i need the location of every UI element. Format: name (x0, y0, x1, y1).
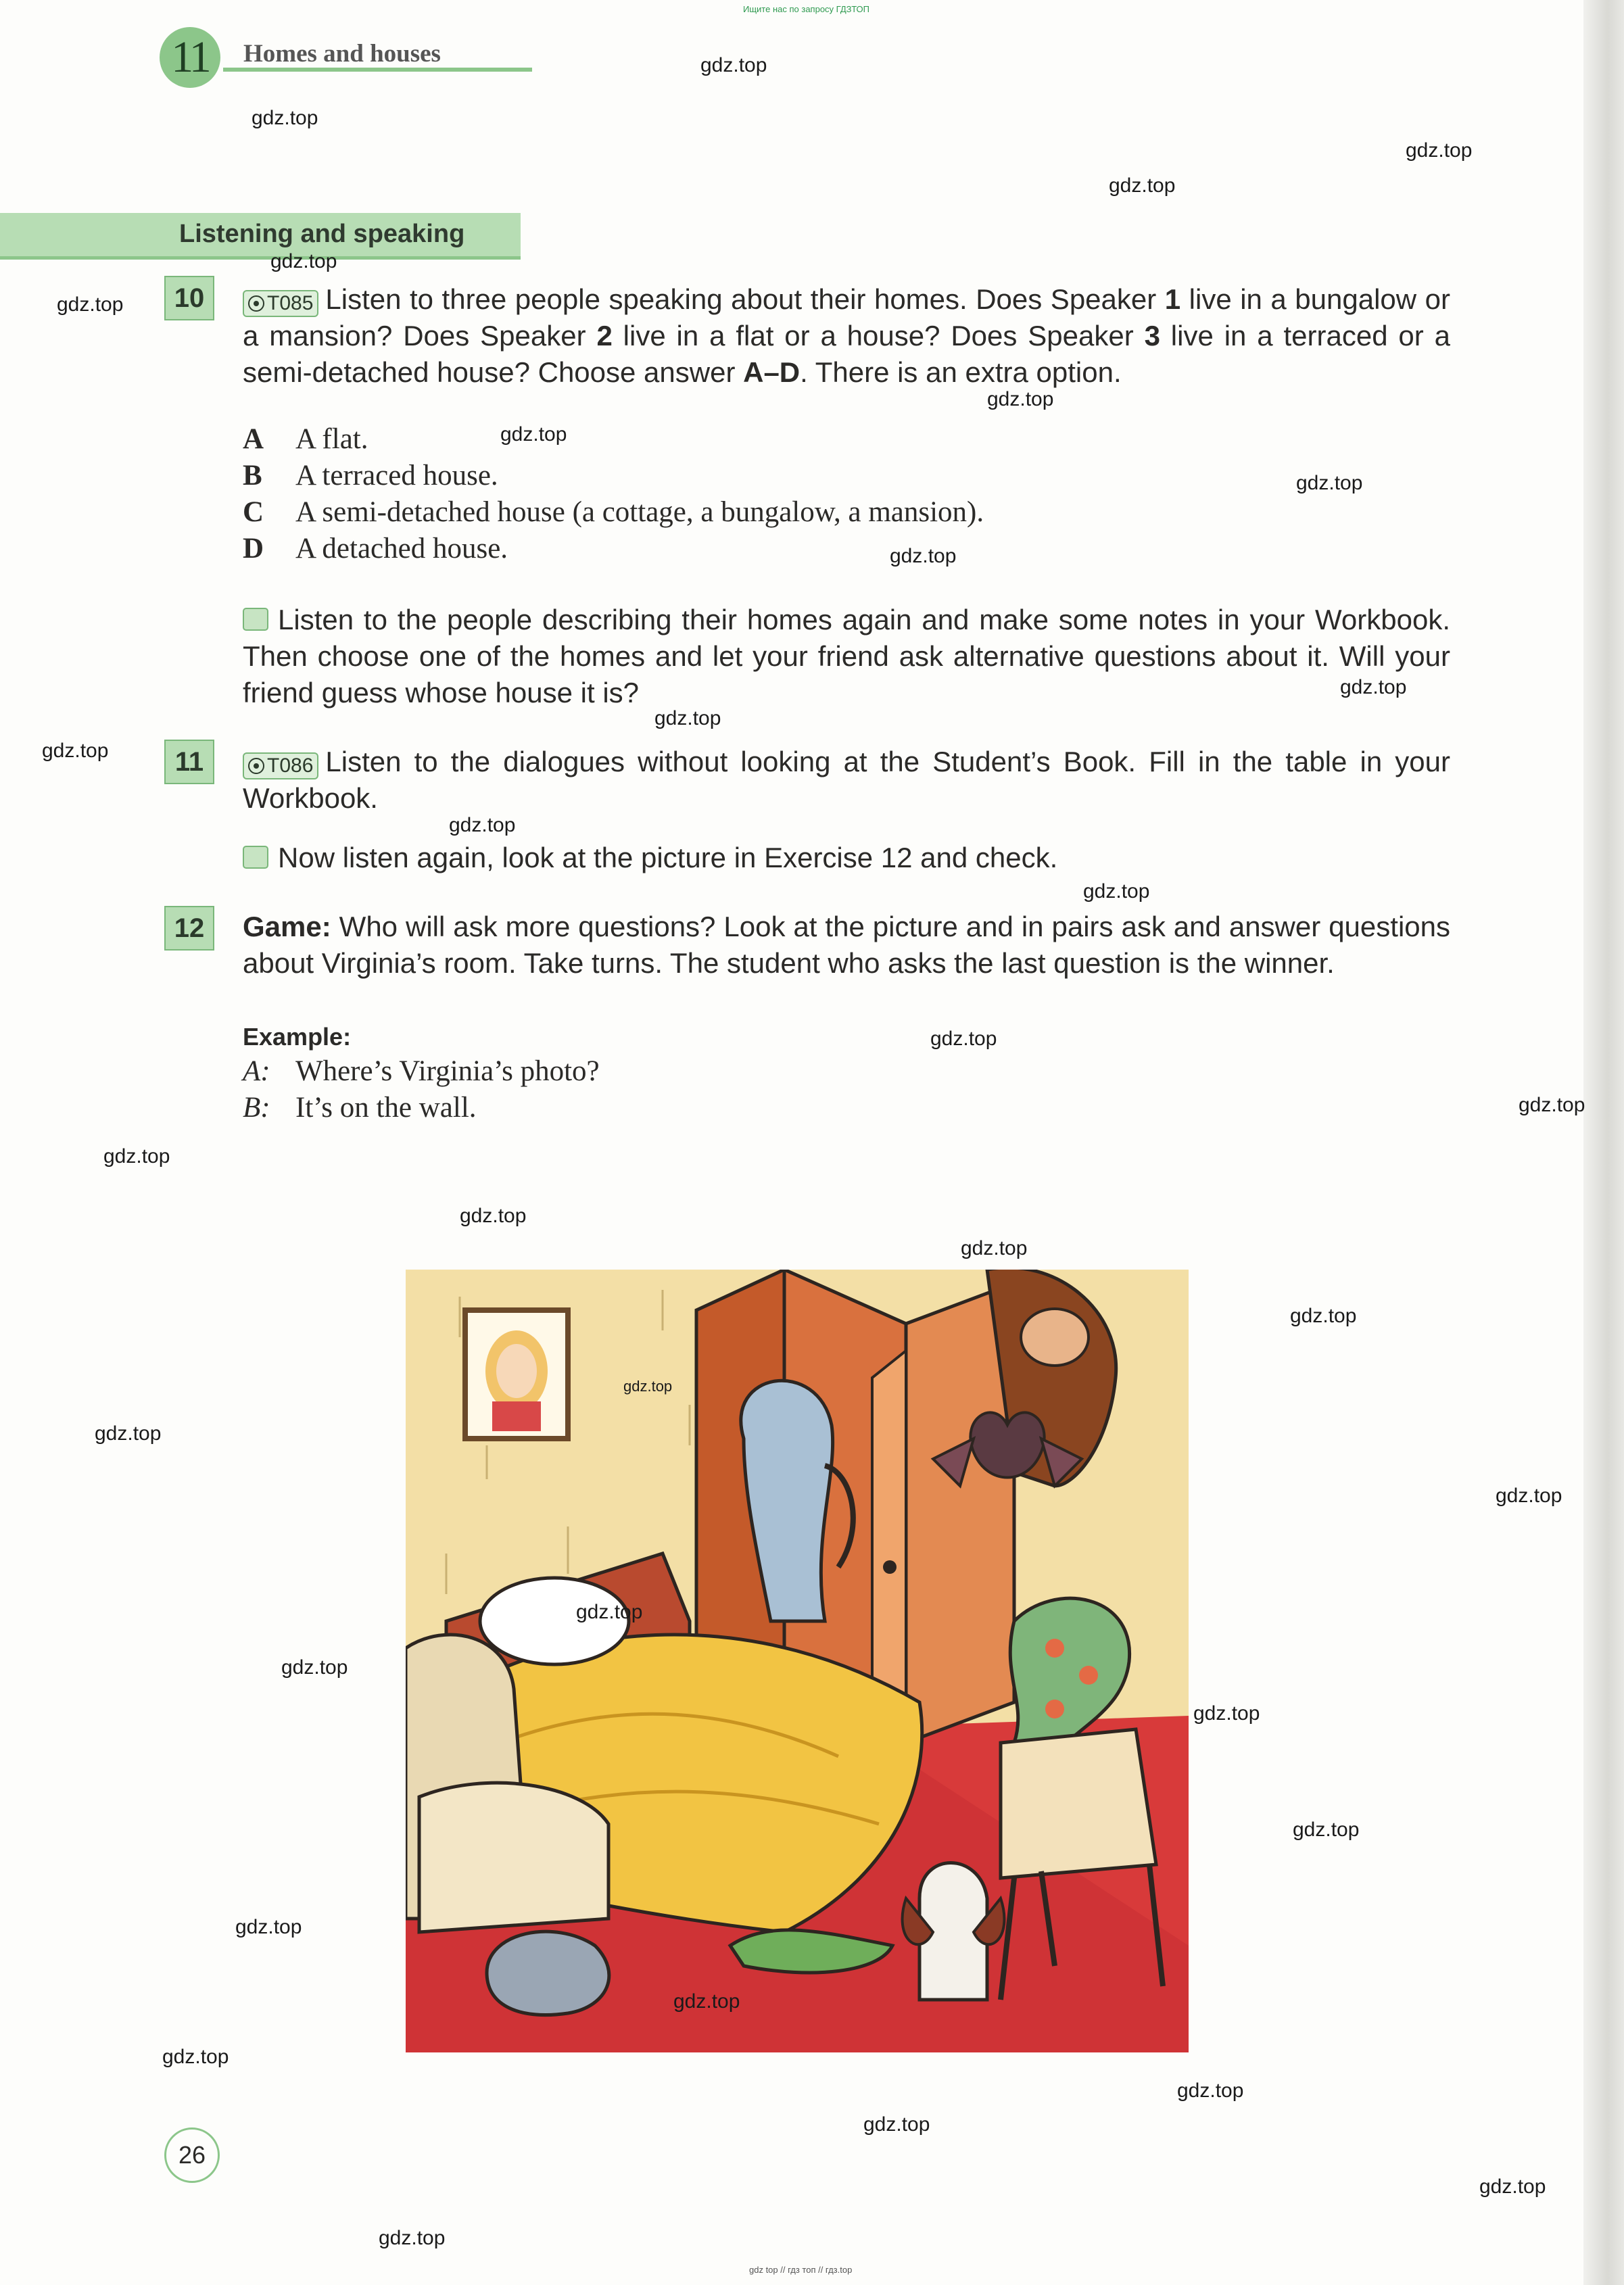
watermark: gdz.top (460, 1205, 527, 1227)
dialog-text: Where’s Virginia’s photo? (295, 1055, 600, 1087)
ex11-text: Listen to the dialogues without looking at the Student’s Book. Fill in the table in your Workbook. (243, 746, 1450, 814)
watermark: gdz.top (1406, 139, 1473, 162)
watermark: gdz.top (623, 1378, 673, 1395)
option-c (243, 496, 984, 529)
exercise-12-number: 12 (164, 906, 214, 951)
exercise-10-instructions (243, 281, 1450, 391)
watermark: gdz.top (576, 1601, 643, 1623)
ex10-text: . There is an extra option. (800, 356, 1122, 388)
option-text: A flat. (295, 423, 368, 455)
speaker: B: (243, 1092, 270, 1124)
option-d (243, 532, 508, 565)
ex12-text: Who will ask more questions? Look at the picture and in pairs ask and answer questions about Virginia’s room. Take turns. The student who asks the last question is the winner. (243, 911, 1450, 979)
example-line-a (243, 1055, 600, 1088)
option-letter: D (243, 533, 264, 564)
watermark: gdz.top (1496, 1485, 1562, 1507)
top-note: Ищите нас по запросу ГДЗТОП (743, 4, 870, 14)
watermark: gdz.top (1290, 1305, 1357, 1327)
watermark: gdz.top (235, 1916, 302, 1938)
unit-number-badge: 11 (160, 27, 220, 88)
watermark: gdz.top (281, 1656, 348, 1679)
watermark: gdz.top (863, 2113, 930, 2136)
watermark: gdz.top (379, 2227, 446, 2249)
watermark: gdz.top (57, 293, 124, 316)
ex10-speaker-2: 2 (596, 320, 613, 352)
unit-title-rule (223, 68, 532, 72)
bottom-note: gdz top // гдз топ // гдз.top (749, 2265, 853, 2275)
watermark: gdz.top (500, 423, 567, 446)
option-letter: C (243, 496, 264, 528)
watermark: gdz.top (1193, 1702, 1260, 1725)
section-title: Listening and speaking (179, 220, 465, 248)
example-label: Example: (243, 1023, 352, 1051)
task-square-icon (243, 846, 268, 869)
unit-title: Homes and houses (243, 40, 441, 68)
audio-track-t085[interactable] (243, 290, 318, 317)
page-edge-shadow (1583, 0, 1624, 2285)
ex10-text: live in a flat or a house? Does Speaker (612, 320, 1145, 352)
ex11-followup-text: Now listen again, look at the picture in Exercise 12 and check. (278, 842, 1058, 873)
exercise-10-followup (243, 602, 1450, 711)
ex10-speaker-3: 3 (1144, 320, 1160, 352)
virginias-room-illustration (406, 1270, 1189, 2052)
watermark: gdz.top (270, 250, 337, 272)
dialog-text: It’s on the wall. (295, 1092, 477, 1124)
ex10-answer-range: A–D (743, 356, 801, 388)
ex10-text: live in a terraced or a semi-detached house? Choose answer (243, 320, 1451, 388)
track-label: T086 (267, 754, 314, 777)
watermark: gdz.top (890, 545, 957, 567)
watermark: gdz.top (987, 388, 1054, 410)
watermark: gdz.top (1340, 676, 1407, 698)
watermark: gdz.top (961, 1237, 1028, 1259)
watermark: gdz.top (1109, 174, 1176, 197)
audio-track-t086[interactable] (243, 752, 318, 779)
exercise-10-number: 10 (164, 276, 214, 320)
option-text: A terraced house. (295, 460, 498, 491)
speaker: A: (243, 1055, 270, 1087)
watermark: gdz.top (654, 707, 721, 729)
ex10-speaker-1: 1 (1164, 283, 1181, 315)
option-letter: A (243, 423, 264, 455)
watermark: gdz.top (700, 54, 767, 76)
exercise-11-followup (243, 840, 1450, 876)
watermark: gdz.top (103, 1145, 170, 1168)
ex10-text: live in a bungalow or a mansion? Does Speaker (243, 283, 1450, 352)
watermark: gdz.top (1293, 1819, 1360, 1841)
option-text: A detached house. (295, 533, 508, 564)
page-number: 26 (164, 2127, 220, 2183)
task-square-icon (243, 608, 268, 631)
ex10-text: Listen to three people speaking about their homes. Does Speaker (325, 283, 1165, 315)
exercise-11-instructions (243, 744, 1450, 817)
watermark: gdz.top (1519, 1094, 1585, 1116)
audio-disc-icon (248, 295, 264, 312)
watermark: gdz.top (252, 107, 318, 129)
exercise-11-number: 11 (164, 740, 214, 784)
exercise-12-instructions (243, 909, 1450, 982)
watermark: gdz.top (95, 1422, 162, 1445)
option-letter: B (243, 460, 262, 491)
ex12-game-label: Game: (243, 911, 331, 942)
watermark: gdz.top (930, 1028, 997, 1050)
option-b (243, 459, 498, 492)
example-line-b (243, 1091, 477, 1124)
option-a (243, 423, 368, 456)
watermark: gdz.top (673, 1990, 740, 2013)
watermark: gdz.top (162, 2046, 229, 2068)
watermark: gdz.top (1296, 472, 1363, 494)
ex10-followup-text: Listen to the people describing their homes again and make some notes in your Workbook. Then choose one of the homes and let your friend ask alternative questions about it. Will your friend guess whose house it is? (243, 604, 1450, 708)
watermark: gdz.top (449, 814, 516, 836)
watermark: gdz.top (1479, 2175, 1546, 2198)
watermark: gdz.top (42, 740, 109, 762)
watermark: gdz.top (1083, 880, 1150, 903)
option-text: A semi-detached house (a cottage, a bungalow, a mansion). (295, 496, 984, 528)
audio-disc-icon (248, 758, 264, 774)
watermark: gdz.top (1177, 2079, 1244, 2102)
track-label: T085 (267, 292, 314, 314)
